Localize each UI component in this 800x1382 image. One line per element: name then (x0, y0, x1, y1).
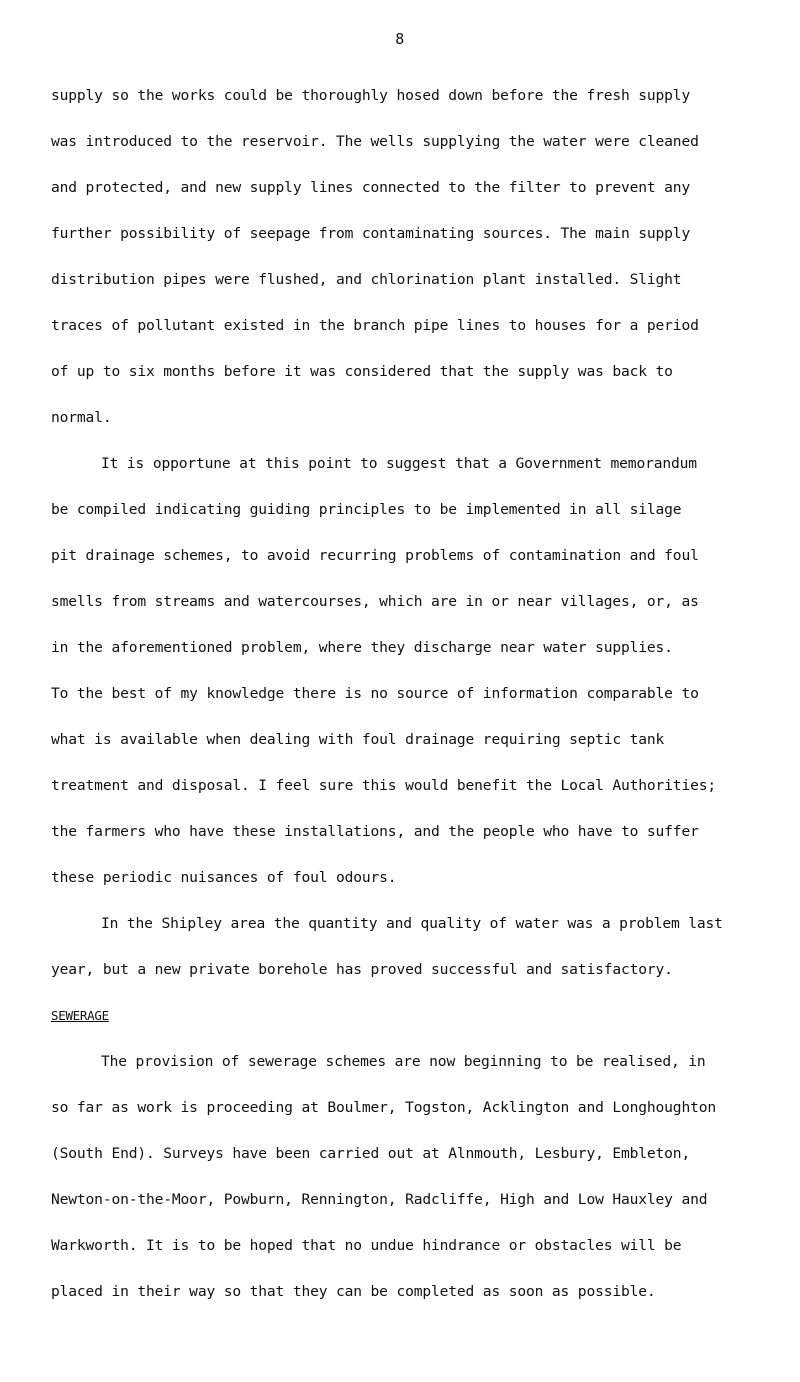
text-line: traces of pollutant existed in the branch pipe lines to houses for a period (51, 317, 699, 334)
text-line: in the aforementioned problem, where they discharge near water supplies. (51, 639, 673, 656)
text-line: and protected, and new supply lines connected to the filter to prevent any (51, 179, 691, 196)
text-line: distribution pipes were flushed, and chlorination plant installed. Slight (51, 271, 682, 288)
text-line: It is opportune at this point to suggest that a Government memorandum (101, 455, 697, 472)
text-line: supply so the works could be thoroughly hosed down before the fresh supply (51, 87, 691, 104)
text-line: To the best of my knowledge there is no source of information comparable to (51, 685, 699, 702)
text-line: of up to six months before it was considered that the supply was back to (51, 363, 673, 380)
text-line: normal. (51, 409, 112, 426)
text-line: year, but a new private borehole has proved successful and satisfactory. (51, 961, 673, 978)
text-line: further possibility of seepage from contaminating sources. The main supply (51, 225, 691, 242)
text-line: these periodic nuisances of foul odours. (51, 869, 397, 886)
text-line: the farmers who have these installations, and the people who have to suffer (51, 823, 699, 840)
text-line: was introduced to the reservoir. The wells supplying the water were cleaned (51, 133, 699, 150)
page-number: 8 (395, 30, 405, 48)
text-line: (South End). Surveys have been carried out at Alnmouth, Lesbury, Embleton, (51, 1145, 691, 1162)
text-line: pit drainage schemes, to avoid recurring problems of contamination and foul (51, 547, 699, 564)
text-line: placed in their way so that they can be completed as soon as possible. (51, 1283, 656, 1300)
text-line: Newton-on-the-Moor, Powburn, Rennington, Radcliffe, High and Low Hauxley and (51, 1191, 708, 1208)
text-line: The provision of sewerage schemes are now beginning to be realised, in (101, 1053, 706, 1070)
text-line: be compiled indicating guiding principles to be implemented in all silage (51, 501, 682, 518)
text-line: what is available when dealing with foul drainage requiring septic tank (51, 731, 665, 748)
text-line: In the Shipley area the quantity and quality of water was a problem last (101, 915, 723, 932)
text-line: smells from streams and watercourses, which are in or near villages, or, as (51, 593, 699, 610)
text-line: Warkworth. It is to be hoped that no undue hindrance or obstacles will be (51, 1237, 682, 1254)
text-line: so far as work is proceeding at Boulmer, Togston, Acklington and Longhoughton (51, 1099, 716, 1116)
text-line: treatment and disposal. I feel sure this would benefit the Local Authorities; (51, 777, 716, 794)
section-heading-sewerage: SEWERAGE (51, 1008, 109, 1023)
